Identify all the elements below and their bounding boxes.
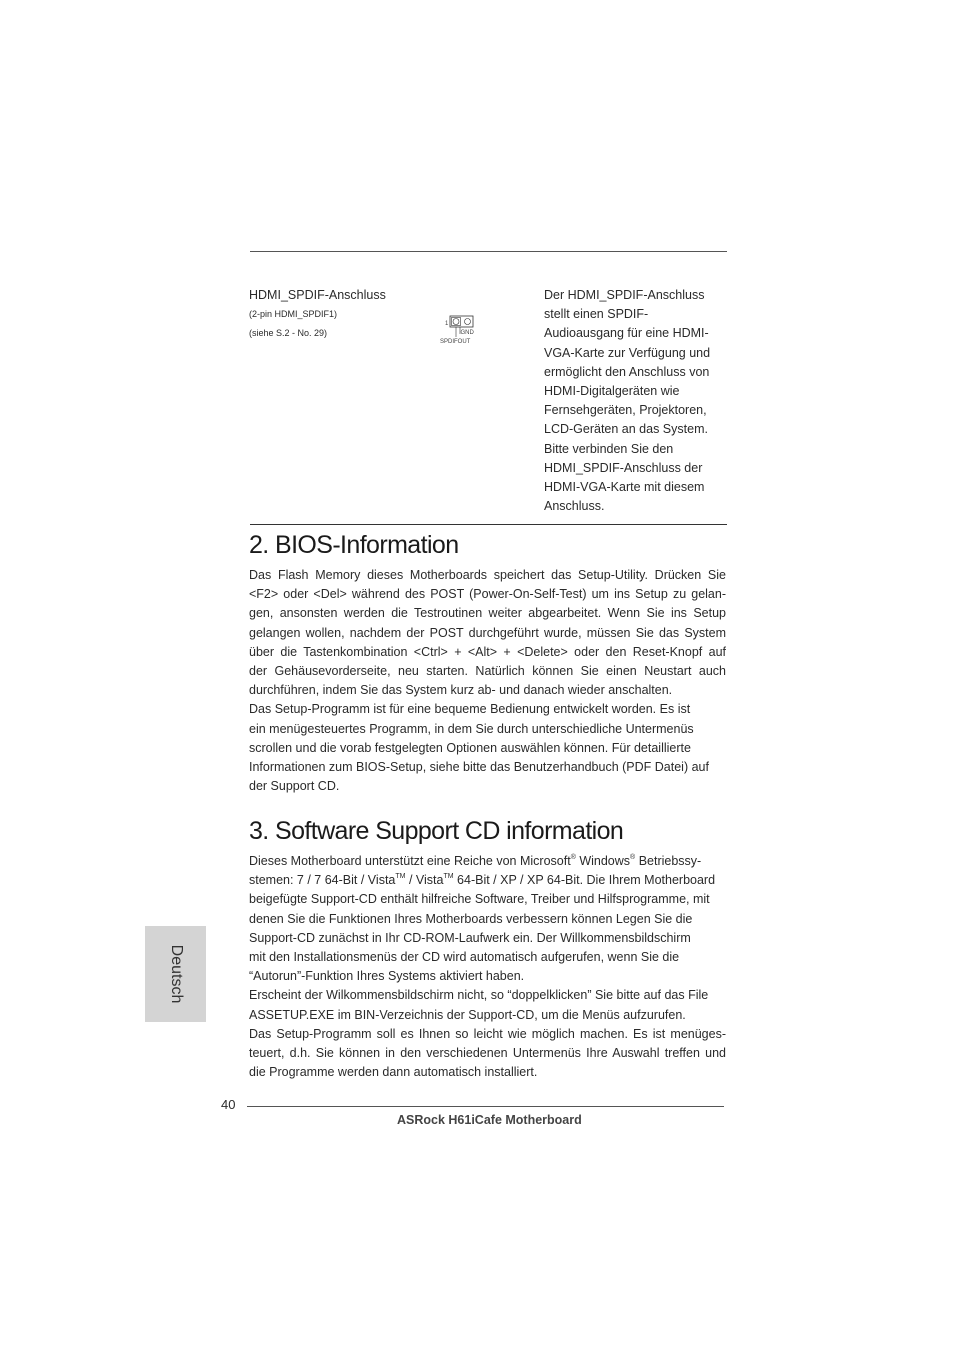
connector-description	[544, 286, 734, 516]
pin-1	[453, 319, 459, 325]
software-line: ASSETUP.EXE im BIN-Verzeichnis der Support-CD, um die Menüs aufzurufen.	[249, 1007, 686, 1022]
language-tab-label: Deutsch	[167, 944, 185, 1004]
top-divider	[250, 251, 727, 252]
connector-page-ref: (siehe S.2 - No. 29)	[249, 328, 328, 338]
software-line: beigefügte Support-CD enthält hilfreiche Software, Treiber und Hilfsprogramme, mit	[249, 892, 710, 907]
bios-line: <F2> oder <Del> während des POST (Power-On-Self-Test) um ins Setup zu gelan-	[249, 587, 726, 602]
section-divider	[250, 524, 727, 525]
description-line: Fernsehgeräten, Projektoren,	[544, 403, 707, 418]
pin-2	[465, 319, 471, 325]
software-paragraphs	[249, 852, 726, 1082]
page-number: 40	[221, 1097, 236, 1112]
hdmi-spdif-connector-diagram	[440, 313, 500, 349]
description-line: HDMI-VGA-Karte mit diesem	[544, 480, 705, 495]
bios-heading: 2. BIOS-Information	[249, 531, 459, 559]
software-line: Dieses Motherboard unterstützt eine Reiche von Microsoft® Windows® Betriebssy-	[249, 853, 702, 868]
software-line: Support-CD zunächst in Ihr CD-ROM-Laufwerk ein. Der Willkommensbildschirm	[249, 930, 691, 945]
description-line: HDMI_SPDIF-Anschluss der	[544, 460, 703, 475]
connector-title: HDMI_SPDIF-Anschluss	[249, 288, 386, 302]
description-line: Bitte verbinden Sie den	[544, 441, 674, 456]
software-line: mit den Installationsmenüs der CD wird automatisch aufgerufen, wenn Sie die	[249, 950, 680, 965]
bios-line: über die Tastenkombination <Ctrl> + <Alt> + <Delete> oder den Reset-Knopf auf	[249, 644, 726, 659]
connector-pin-info: (2-pin HDMI_SPDIF1)	[249, 309, 338, 319]
description-line: Audioausgang für eine HDMI-	[544, 326, 709, 341]
description-line: HDMI-Digitalgeräten wie	[544, 384, 680, 399]
description-line: Anschluss.	[544, 499, 605, 514]
software-line: denen Sie die Funktionen Ihres Motherboards verbessern können Legen Sie die	[249, 911, 693, 926]
software-line: stemen: 7 / 7 64-Bit / Vista™ / Vista™ 64-Bit / XP / XP 64-Bit. Die Ihrem Motherboard	[249, 873, 716, 888]
footer-product-name: ASRock H61iCafe Motherboard	[397, 1113, 582, 1127]
bios-line: ein menügesteuertes Programm, in dem Sie durch unterschiedliche Untermenüs	[249, 721, 694, 736]
software-line: die Programme werden dann automatisch installiert.	[249, 1065, 538, 1080]
bios-line: Das Flash Memory dieses Motherboards speichert das Setup-Utility. Drücken Sie	[249, 568, 726, 582]
software-line: teuert, d.h. Sie können in den verschiedenen Untermenüs Ihre Auswahl treffen und	[249, 1046, 726, 1061]
software-line: Erscheint der Wilkommensbildschirm nicht, so “doppelklicken” Sie bitte auf das File	[249, 988, 709, 1003]
footer-divider	[247, 1106, 724, 1107]
description-line: ermöglicht den Anschluss von	[544, 364, 710, 379]
description-line: Der HDMI_SPDIF-Anschluss	[544, 288, 705, 302]
bios-line: der Support CD.	[249, 779, 340, 794]
bios-line: Das Setup-Programm ist für eine bequeme Bedienung entwickelt worden. Es ist	[249, 702, 691, 717]
language-side-tab	[145, 926, 206, 1022]
bios-line: Informationen zum BIOS-Setup, siehe bitte das Benutzerhandbuch (PDF Datei) auf	[249, 760, 709, 775]
software-heading: 3. Software Support CD information	[249, 817, 624, 845]
description-line: VGA-Karte zur Verfügung und	[544, 345, 711, 360]
bios-line: scrollen und die vorab festgelegten Optionen auswählen können. Für detaillierte	[249, 740, 691, 755]
description-line: LCD-Geräten an das System.	[544, 422, 708, 437]
gnd-label: GND	[460, 330, 474, 336]
pin1-label: 1	[445, 321, 449, 327]
bios-line: gen, ansonsten werden die Testroutinen weiter abgearbeitet. Wenn Sie ins Setup	[249, 606, 726, 621]
description-line: stellt einen SPDIF-	[544, 307, 649, 322]
bios-line: gelangen wollen, nachdem der POST durchgeführt wurde, müssen Sie das System	[249, 625, 726, 640]
software-line: “Autorun”-Funktion Ihres Systems aktiviert haben.	[249, 969, 525, 984]
software-line: Das Setup-Programm soll es Ihnen so leicht wie möglich machen. Es ist menüges-	[249, 1026, 726, 1041]
bios-line: der Gehäusevorderseite, neu starten. Natürlich können Sie einen Neustart auch	[249, 664, 726, 679]
bios-paragraph-1	[249, 566, 726, 796]
bios-line: durchführen, indem Sie das System kurz ab- und danach wieder anschalten.	[249, 683, 673, 698]
spdif-out-label: SPDIFOUT	[440, 339, 471, 345]
